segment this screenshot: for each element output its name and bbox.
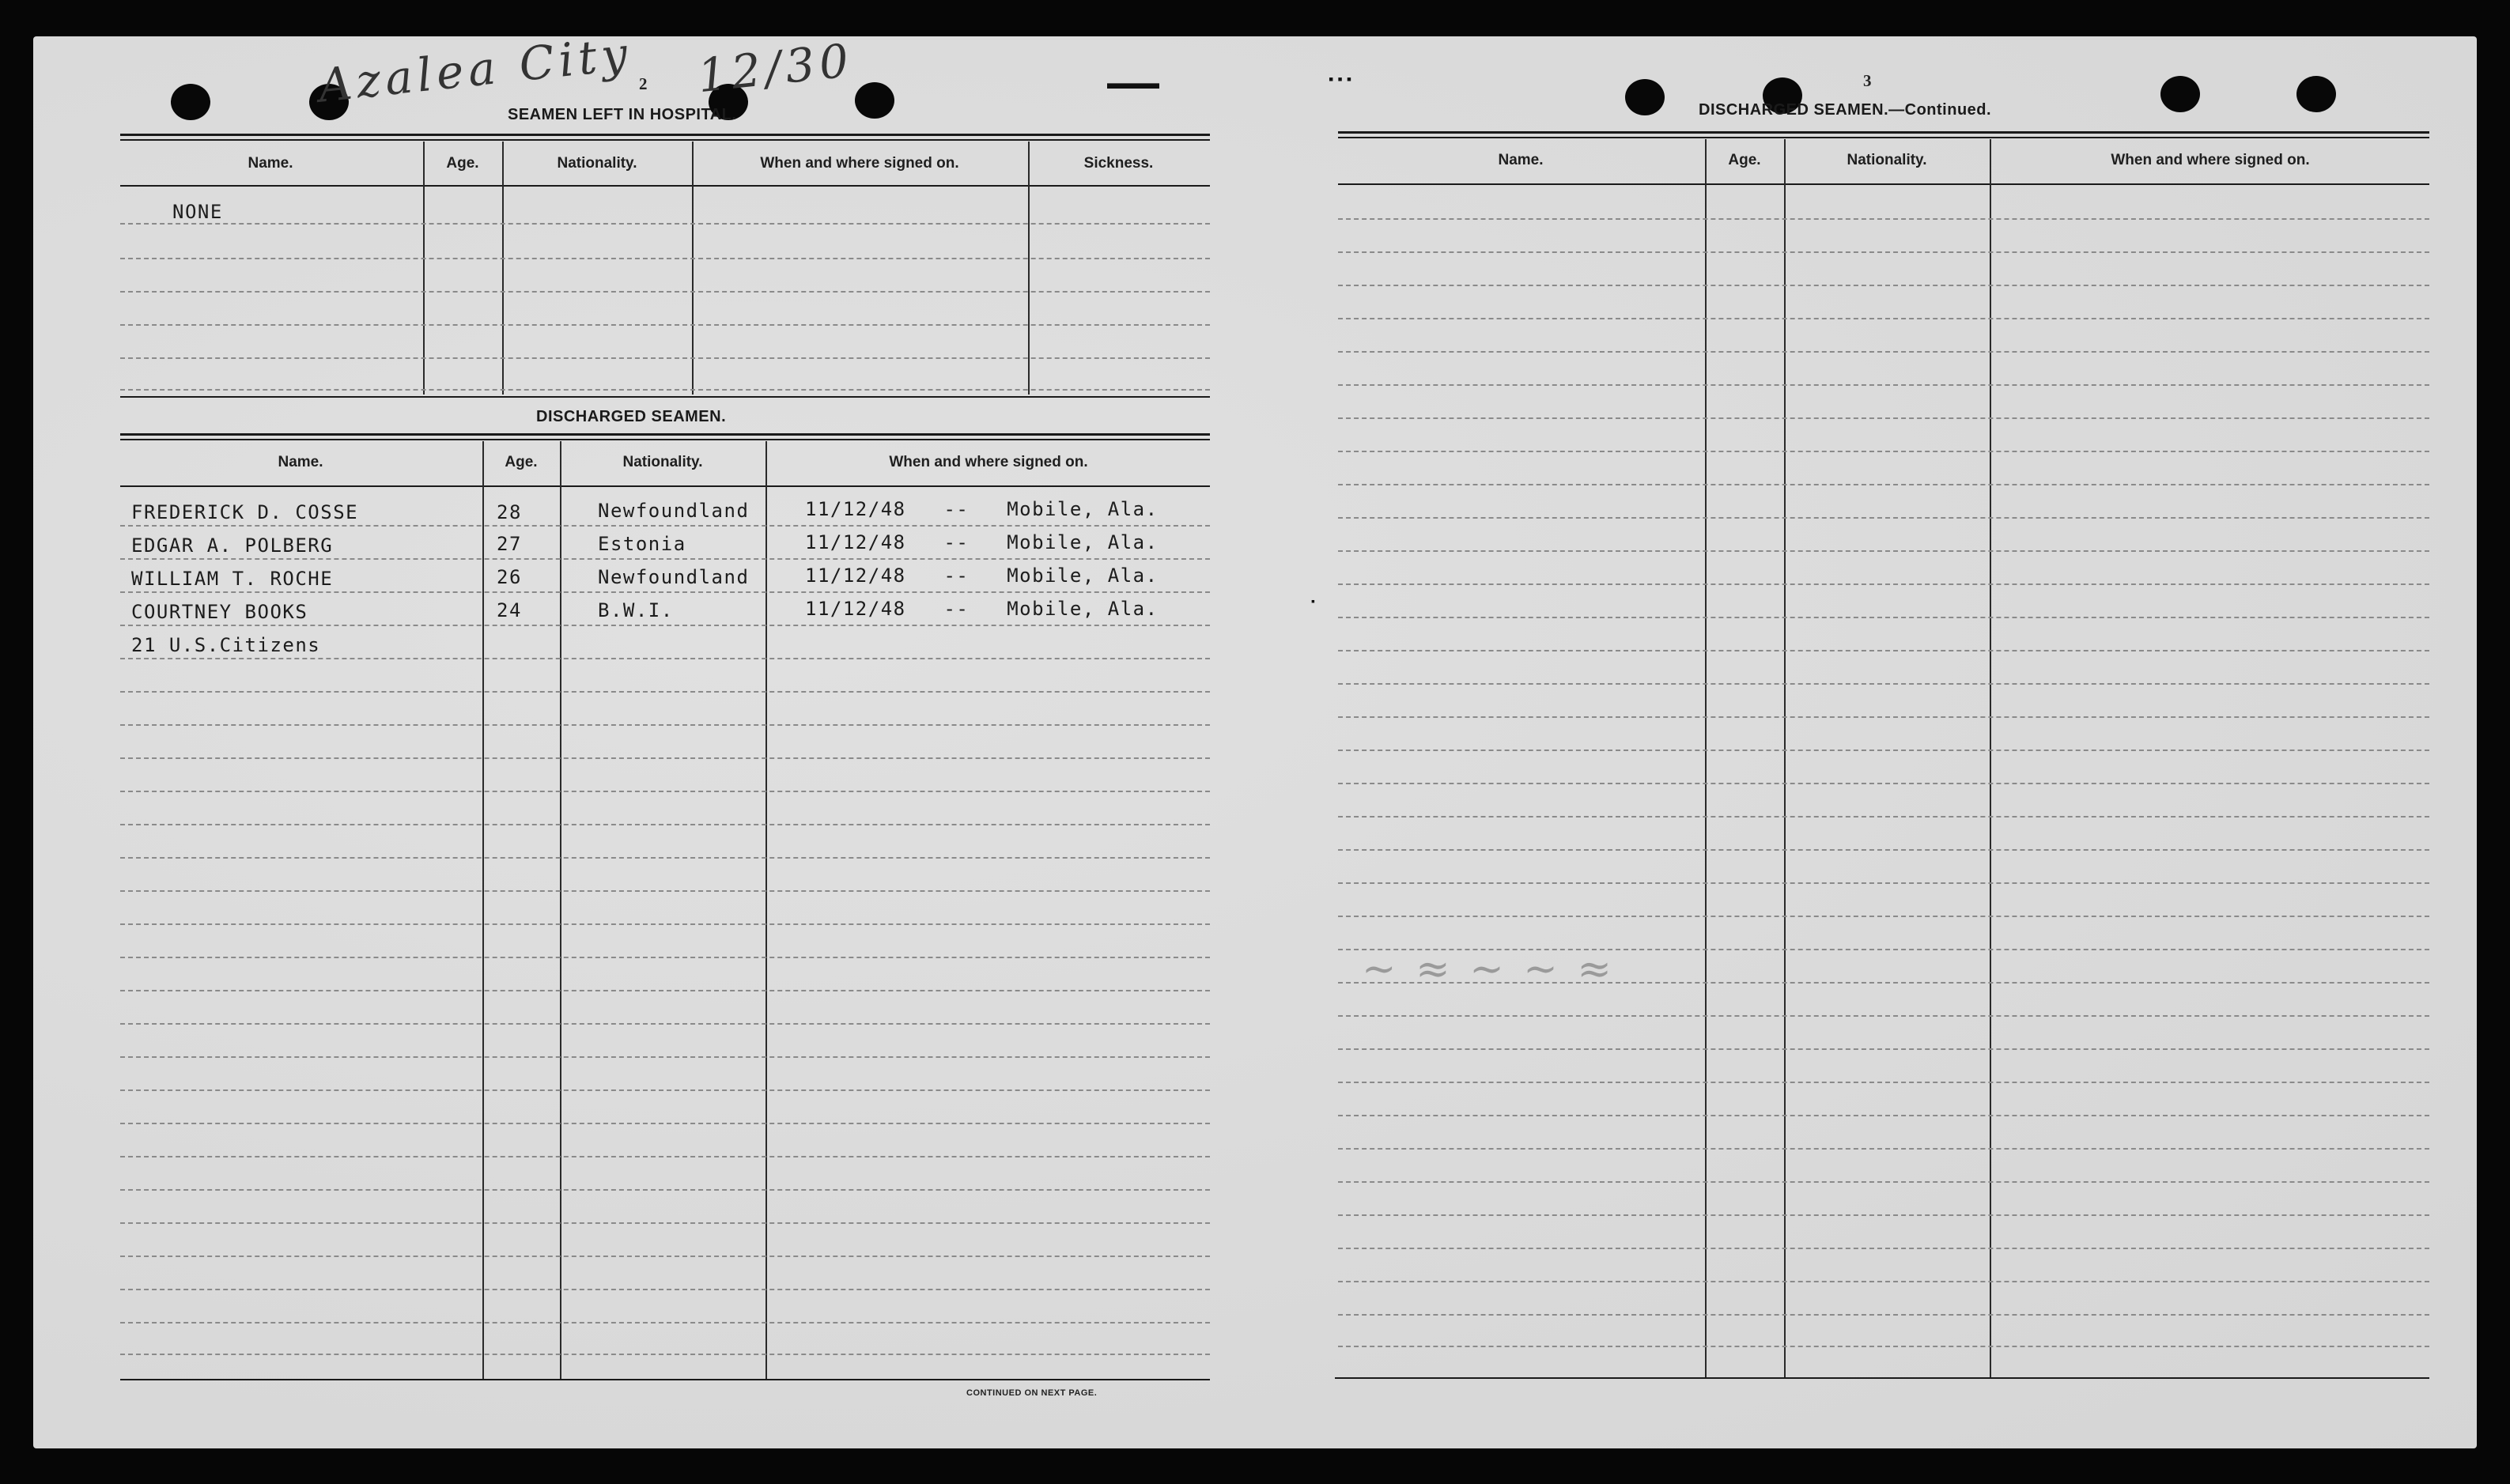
dotted-rule (1338, 1214, 2429, 1216)
dotted-rule (120, 923, 1210, 925)
col-divider (560, 441, 561, 1379)
continued-footer: CONTINUED ON NEXT PAGE. (966, 1388, 1098, 1398)
punch-hole (2296, 76, 2336, 112)
page-number-left: 2 (639, 74, 648, 93)
continued-section-title: DISCHARGED SEAMEN.—Continued. (1699, 101, 1992, 119)
stray-dot: ▪ (1311, 595, 1315, 607)
rule (1338, 183, 2429, 185)
col-header-sickness: Sickness. (1083, 155, 1154, 172)
seaman-nationality: Newfoundland (598, 566, 750, 588)
seaman-nationality: B.W.I. (598, 599, 674, 621)
rule (1335, 1377, 2429, 1379)
dotted-rule (1338, 550, 2429, 552)
dotted-rule (1338, 384, 2429, 386)
dotted-rule (120, 223, 1210, 225)
dotted-rule (1338, 1082, 2429, 1083)
rule (120, 396, 1210, 398)
dotted-rule (1338, 218, 2429, 220)
hospital-entry: NONE (172, 201, 223, 223)
dotted-rule (1338, 783, 2429, 784)
punch-hole (855, 82, 894, 119)
dotted-rule (120, 1322, 1210, 1324)
dotted-rule (120, 1123, 1210, 1124)
dotted-rule (1338, 484, 2429, 485)
seaman-name: EDGAR A. POLBERG (131, 534, 334, 557)
rule (120, 439, 1210, 440)
col-header-signed-on: When and where signed on. (760, 155, 959, 172)
col-header-name: Name. (1498, 152, 1544, 168)
dotted-rule (120, 1256, 1210, 1257)
dotted-rule (120, 1056, 1210, 1058)
dotted-rule (1338, 683, 2429, 685)
col-divider (1784, 139, 1786, 1377)
dotted-rule (120, 1354, 1210, 1355)
dotted-rule (120, 791, 1210, 792)
col-header-name: Name. (248, 155, 293, 172)
dotted-rule (1338, 1248, 2429, 1249)
dotted-rule (120, 357, 1210, 359)
dotted-rule (120, 1222, 1210, 1224)
col-header-nationality: Nationality. (622, 454, 703, 470)
dotted-rule (120, 691, 1210, 693)
dotted-rule (120, 658, 1210, 659)
punch-hole (2160, 76, 2200, 112)
rule (120, 485, 1210, 487)
dotted-rule (1338, 417, 2429, 419)
col-header-age: Age. (446, 155, 479, 172)
dotted-rule (1338, 1314, 2429, 1316)
rule (120, 1379, 1210, 1380)
dotted-rule (1338, 1346, 2429, 1347)
handwritten-ship-name: Azalea City (316, 26, 635, 113)
dotted-rule (1338, 1015, 2429, 1017)
dotted-rule (1338, 1048, 2429, 1050)
col-divider (482, 441, 484, 1379)
dotted-rule (120, 591, 1210, 593)
dotted-rule (1338, 583, 2429, 585)
dotted-rule (120, 1023, 1210, 1025)
dotted-rule (1338, 816, 2429, 818)
dotted-rule (120, 1089, 1210, 1091)
dotted-rule (1338, 849, 2429, 851)
rule (1338, 131, 2429, 134)
dotted-rule (1338, 882, 2429, 884)
seaman-name: WILLIAM T. ROCHE (131, 568, 334, 590)
handwritten-date: 12/30 (694, 32, 856, 104)
dotted-rule (1338, 285, 2429, 286)
dotted-rule (1338, 251, 2429, 253)
dotted-rule (120, 824, 1210, 825)
col-header-nationality: Nationality. (1847, 152, 1927, 168)
col-header-age: Age. (505, 454, 538, 470)
rule (120, 134, 1210, 136)
dotted-rule (120, 1189, 1210, 1191)
col-divider (692, 142, 694, 395)
col-header-name: Name. (278, 454, 323, 470)
col-divider (423, 142, 425, 395)
hospital-section-title: SEAMEN LEFT IN HOSPITAL. (508, 106, 737, 123)
stray-mark: ▬▬▬ (1107, 73, 1159, 93)
seaman-name: FREDERICK D. COSSE (131, 501, 359, 523)
seaman-age: 24 (497, 599, 522, 621)
dotted-rule (120, 724, 1210, 726)
dotted-rule (1338, 351, 2429, 353)
punch-hole (171, 84, 210, 120)
dotted-rule (1338, 650, 2429, 651)
col-header-age: Age. (1728, 152, 1761, 168)
dotted-rule (1338, 451, 2429, 452)
citizens-note: 21 U.S.Citizens (131, 634, 321, 656)
seaman-name: COURTNEY BOOKS (131, 601, 308, 623)
page-number-right: 3 (1863, 71, 1872, 90)
col-divider (1028, 142, 1030, 395)
seaman-age: 26 (497, 566, 522, 588)
col-divider (765, 441, 767, 1379)
seaman-nationality: Newfoundland (598, 500, 750, 522)
dotted-rule (1338, 517, 2429, 519)
dotted-rule (1338, 916, 2429, 917)
dotted-rule (1338, 1281, 2429, 1282)
rule (1338, 137, 2429, 138)
discharged-section-title: DISCHARGED SEAMEN. (536, 408, 727, 425)
dotted-rule (120, 1156, 1210, 1157)
dotted-rule (120, 525, 1210, 527)
dotted-rule (120, 625, 1210, 626)
dotted-rule (120, 291, 1210, 293)
col-divider (1705, 139, 1707, 1377)
rule (120, 185, 1210, 187)
col-header-signed-on: When and where signed on. (889, 454, 1088, 470)
rule (120, 433, 1210, 436)
seaman-signed-on: 11/12/48 -- Mobile, Ala. (805, 498, 1159, 520)
col-header-signed-on: When and where signed on. (2111, 152, 2310, 168)
dotted-rule (120, 757, 1210, 759)
dotted-rule (120, 957, 1210, 958)
col-divider (502, 142, 504, 395)
dotted-rule (1338, 716, 2429, 718)
dotted-rule (120, 857, 1210, 859)
bleed-through-scribble: ~ ≈ ∼ ~ ≈ (1362, 946, 1615, 993)
dotted-rule (120, 258, 1210, 259)
dotted-rule (1338, 1181, 2429, 1183)
dotted-rule (1338, 1115, 2429, 1116)
dotted-rule (120, 389, 1210, 391)
dotted-rule (120, 324, 1210, 326)
document-sheet (33, 26, 2477, 1448)
dotted-rule (1338, 1148, 2429, 1150)
seaman-signed-on: 11/12/48 -- Mobile, Ala. (805, 565, 1159, 587)
dotted-rule (120, 558, 1210, 560)
seaman-signed-on: 11/12/48 -- Mobile, Ala. (805, 531, 1159, 553)
punch-hole (1625, 79, 1665, 115)
seaman-signed-on: 11/12/48 -- Mobile, Ala. (805, 598, 1159, 620)
col-divider (1990, 139, 1991, 1377)
dotted-rule (120, 1289, 1210, 1290)
stray-mark: ▪ ▪ ▪ (1329, 71, 1352, 87)
dotted-rule (1338, 750, 2429, 751)
dotted-rule (120, 890, 1210, 892)
rule (120, 139, 1210, 141)
col-header-nationality: Nationality. (557, 155, 637, 172)
seaman-nationality: Estonia (598, 533, 686, 555)
dotted-rule (1338, 617, 2429, 618)
seaman-age: 27 (497, 533, 522, 555)
dotted-rule (1338, 318, 2429, 319)
dotted-rule (120, 990, 1210, 991)
seaman-age: 28 (497, 501, 522, 523)
